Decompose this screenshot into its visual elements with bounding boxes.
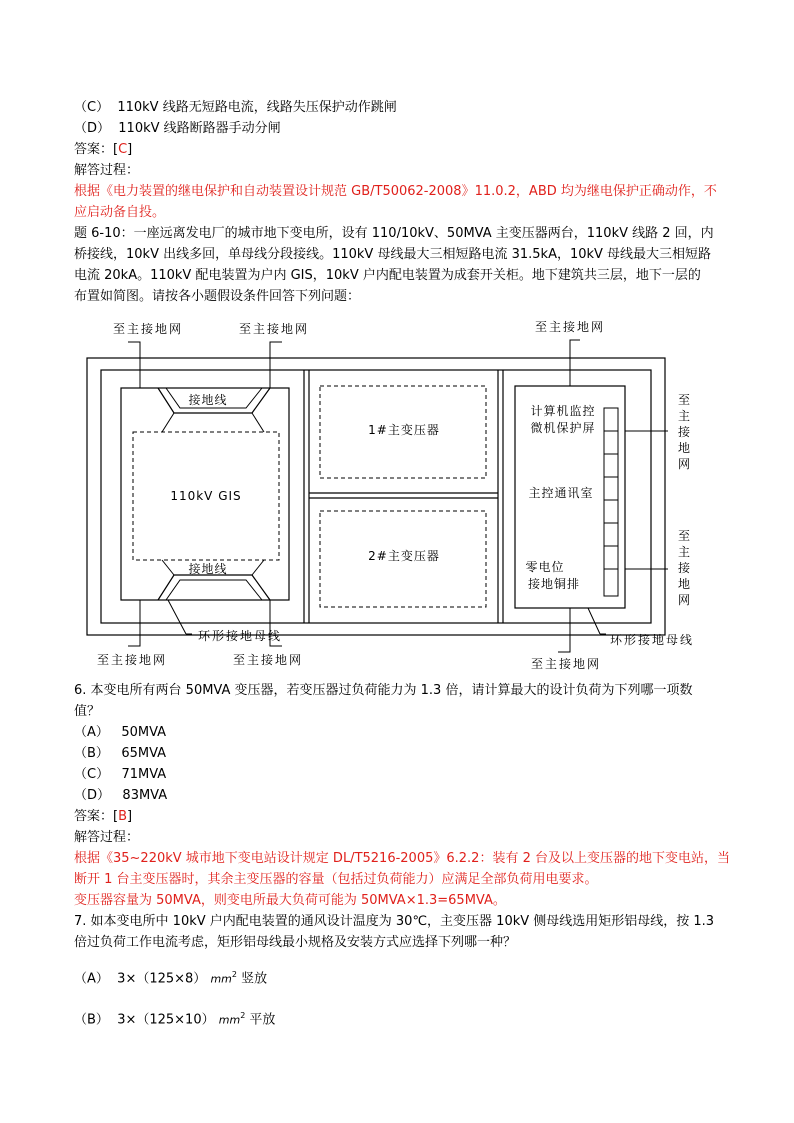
to-main-grid-label-2: 至主接地网 xyxy=(238,322,310,336)
svg-text:地: 地 xyxy=(677,577,691,591)
to-main-grid-label-3: 至主接地网 xyxy=(96,653,168,667)
zero-potential-label-2: 接地铜排 xyxy=(527,577,581,591)
process-title-1: 解答过程： xyxy=(74,163,140,178)
option-label: （D） xyxy=(74,121,111,136)
option-text: 50MVA xyxy=(121,725,167,740)
answer-suffix: ] xyxy=(127,809,133,824)
zero-potential-label-1: 零电位 xyxy=(525,560,565,574)
option-text: 71MVA xyxy=(121,767,167,782)
protection-panel xyxy=(604,408,618,596)
to-main-grid-vertical-1: 至 xyxy=(677,393,691,407)
option-label: （B） xyxy=(74,746,109,761)
option-text: 110kV 线路断路器手动分闸 xyxy=(118,121,281,136)
svg-text:网: 网 xyxy=(677,457,691,471)
process-2-line-2: 断开 1 台主变压器时，其余主变压器的容量（包括过负荷能力）应满足全部负荷用电要求。 xyxy=(74,872,598,887)
option-text: 83MVA xyxy=(122,788,168,803)
svg-text:网: 网 xyxy=(677,593,691,607)
answer-suffix: ] xyxy=(127,142,133,157)
answer-2 xyxy=(74,807,132,827)
ring-bus-label-right: 环形接地母线 xyxy=(609,633,695,647)
q6-stem-line-1: 6. 本变电所有两台 50MVA 变压器，若变压器过负荷能力为 1.3 倍，请计算最大的设计负荷为下列哪一项数 xyxy=(74,683,693,698)
q7-stem-line-1: 7. 如本变电所中 10kV 户内配电装置的通风设计温度为 30℃，主变压器 10kV 侧母线选用矩形铝母线，按 1.3 xyxy=(74,914,715,929)
svg-text:接: 接 xyxy=(677,425,691,439)
answer-letter: C xyxy=(118,142,128,157)
to-main-grid-label-1: 至主接地网 xyxy=(112,322,184,336)
option-tail: 竖放 xyxy=(241,971,268,987)
process-2-line-3: 变压器容量为 50MVA，则变电所最大负荷可能为 50MVA×1.3=65MVA。 xyxy=(74,893,506,908)
option-text: 110kV 线路无短路电流，线路失压保护动作跳闸 xyxy=(117,100,397,115)
option-label: （C） xyxy=(74,767,110,782)
option-tail: 平放 xyxy=(249,1012,276,1028)
option-text: 65MVA xyxy=(121,746,167,761)
process-1-line-2: 应启动备自投。 xyxy=(74,205,166,220)
q6-option-a xyxy=(74,723,166,743)
to-main-grid-vertical-2: 至 xyxy=(677,529,691,543)
svg-text:接: 接 xyxy=(677,561,691,575)
transformer-2-label: 2#主变压器 xyxy=(368,549,440,563)
transformer-1-label: 1#主变压器 xyxy=(368,423,440,437)
to-main-grid-label-5: 至主接地网 xyxy=(534,320,606,334)
process-title-2: 解答过程： xyxy=(74,830,140,845)
to-main-grid-label-4: 至主接地网 xyxy=(232,653,304,667)
grounding-wire-bottom-label: 接地线 xyxy=(188,562,228,576)
option-label: （B） xyxy=(74,1012,109,1028)
option-label: （A） xyxy=(74,971,109,987)
computer-monitor-label-2: 微机保护屏 xyxy=(530,421,596,435)
gis-label: 110kV GIS xyxy=(170,489,242,503)
answer-prefix: 答案：[ xyxy=(74,142,119,157)
q6-option-b xyxy=(74,744,166,764)
option-text: 3×（125×8） xyxy=(117,971,207,987)
to-main-grid-label-6: 至主接地网 xyxy=(530,657,602,671)
q7-option-b xyxy=(74,1006,275,1030)
q6-option-c xyxy=(74,765,166,785)
process-1-line-1: 根据《电力装置的继电保护和自动装置设计规范 GB/T50062-2008》11.0.2，ABD 均为继电保护正确动作，不 xyxy=(74,184,717,199)
option-sup: 2 xyxy=(240,1011,246,1020)
svg-text:主: 主 xyxy=(677,545,691,559)
svg-text:地: 地 xyxy=(677,441,691,455)
option-label: （C） xyxy=(74,100,110,115)
q7-option-a xyxy=(74,965,267,989)
option-sup: 2 xyxy=(231,970,237,979)
answer-prefix: 答案：[ xyxy=(74,809,119,824)
q7-stem-line-2: 倍过负荷工作电流考虑，矩形铝母线最小规格及安装方式应选择下列哪一种？ xyxy=(74,935,517,950)
computer-monitor-label-1: 计算机监控 xyxy=(530,404,596,418)
q6-stem-line-2: 值？ xyxy=(74,704,101,719)
option-unit: mm xyxy=(210,972,232,986)
problem-line-2: 桥接线，10kV 出线多回，单母线分段接线。110kV 母线最大三相短路电流 31.5kA，10kV 母线最大三相短路 xyxy=(74,247,712,262)
grounding-wire-top-label: 接地线 xyxy=(188,393,228,407)
problem-line-1: 题 6-10：一座远离发电厂的城市地下变电所，设有 110/10kV、50MVA 主变压器两台，110kV 线路 2 回，内 xyxy=(74,226,714,241)
option-label: （A） xyxy=(74,725,109,740)
control-room-label: 主控通讯室 xyxy=(528,486,594,500)
option-text: 3×（125×10） xyxy=(117,1012,215,1028)
answer-letter: B xyxy=(118,809,127,824)
ring-bus-label-left: 环形接地母线 xyxy=(197,629,283,643)
option-label: （D） xyxy=(74,788,111,803)
process-2-line-1: 根据《35~220kV 城市地下变电站设计规定 DL/T5216-2005》6.2.2：装有 2 台及以上变压器的地下变电站，当 xyxy=(74,851,730,866)
option-unit: mm xyxy=(218,1013,241,1027)
svg-text:主: 主 xyxy=(677,409,691,423)
problem-line-4: 布置如简图。请按各小题假设条件回答下列问题： xyxy=(74,289,361,304)
q6-option-d xyxy=(74,786,167,806)
problem-line-3: 电流 20kA。110kV 配电装置为户内 GIS，10kV 户内配电装置为成套开关柜。地下建筑共三层，地下一层的 xyxy=(74,268,701,283)
